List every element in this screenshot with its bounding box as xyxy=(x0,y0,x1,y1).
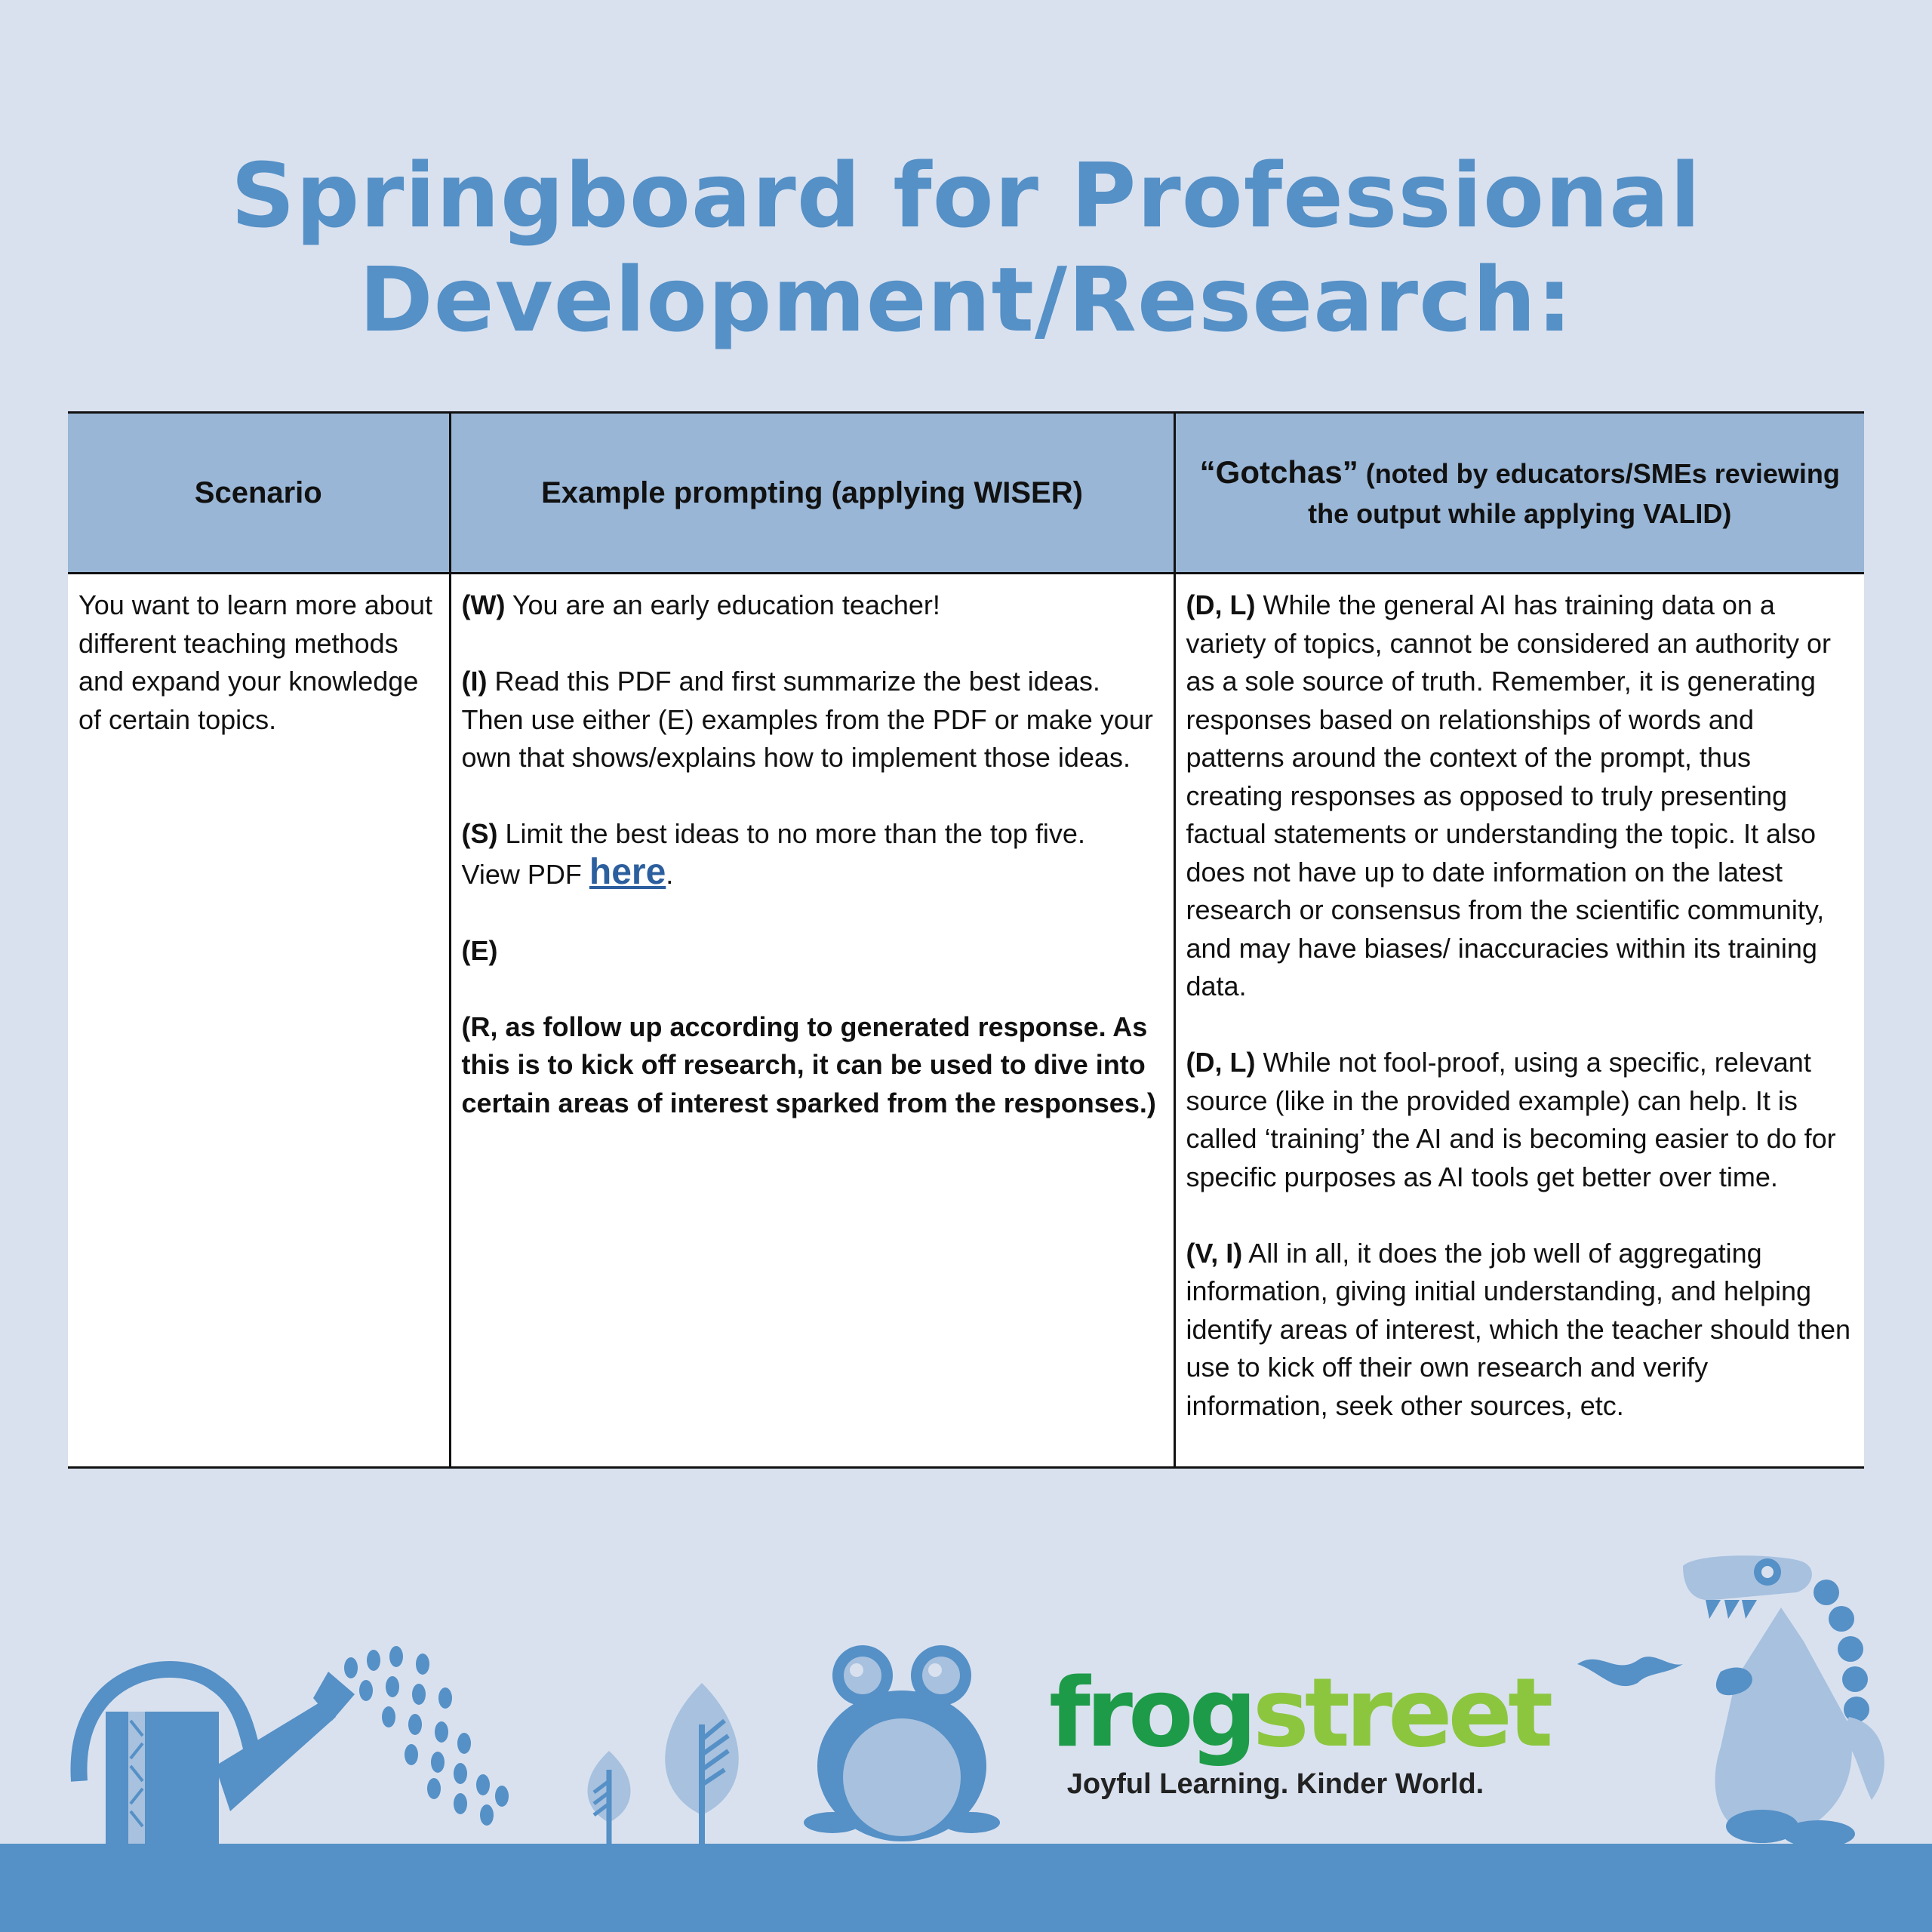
gotcha-item xyxy=(1186,1044,1856,1196)
gotcha-item xyxy=(1186,586,1856,1006)
prompt-e-tag: (E) xyxy=(461,934,498,966)
header-prompting: Example prompting (applying WISER) xyxy=(450,413,1174,574)
view-pdf-period: . xyxy=(666,858,674,890)
pdf-link[interactable]: here xyxy=(589,851,666,892)
header-gotchas-note: (noted by educators/SMEs reviewing the output while applying VALID) xyxy=(1308,457,1840,529)
header-scenario: Scenario xyxy=(68,413,450,574)
gotcha-item xyxy=(1186,1235,1856,1426)
prompt-e xyxy=(462,932,1164,971)
prompt-s-tag: (S) xyxy=(461,818,498,849)
logo-tagline: Joyful Learning. Kinder World. xyxy=(1066,1768,1484,1800)
scenario-text: You want to learn more about different teaching methods and expand your knowledge of certain topics. xyxy=(78,589,432,735)
logo-word-part-1: fr xyxy=(1049,1657,1128,1768)
table-row xyxy=(68,574,1864,1468)
page-title-line-2: Development/Research: xyxy=(358,248,1574,352)
view-pdf-label: View PDF xyxy=(461,858,589,890)
prompt-w xyxy=(462,586,1164,625)
prompt-r xyxy=(462,1008,1164,1123)
frog-icon xyxy=(804,1634,1000,1845)
leaf-tree-icon xyxy=(577,1679,758,1845)
gotcha-text: All in all, it does the job well of aggregating information, giving initial understanding, and helping identify areas of interest, which the teacher should then use to kick off their own research and verify information, seek other sources, etc. xyxy=(1186,1237,1851,1421)
frogstreet-logo xyxy=(1049,1657,1549,1801)
prompt-i-tag: (I) xyxy=(461,666,488,697)
logo-word-part-3: street xyxy=(1252,1657,1549,1768)
gotcha-tag: (D, L) xyxy=(1186,1047,1256,1078)
gotcha-text: While not fool-proof, using a specific, relevant source (like in the provided example) can help. It is called ‘training’ the AI and is becoming easier to do for specific purposes as AI tools get better over time. xyxy=(1186,1047,1836,1192)
prompt-i xyxy=(462,663,1164,777)
prompt-r-text: (R, as follow up according to generated response. As this is to kick off research, it can be used to dive into certain areas of interest sparked from the responses.) xyxy=(461,1011,1156,1118)
prompting-cell xyxy=(450,574,1174,1468)
header-gotchas-title: “Gotchas” xyxy=(1199,454,1358,490)
header-gotchas xyxy=(1174,413,1864,574)
gotchas-cell xyxy=(1174,574,1864,1468)
footer-band xyxy=(0,1844,1932,1932)
gotcha-tag: (V, I) xyxy=(1186,1237,1243,1269)
table-header-row xyxy=(68,413,1864,574)
prompt-i-text: Read this PDF and first summarize the best ideas. Then use either (E) examples from the PDF or make your own that shows/explains how to implement those ideas. xyxy=(461,666,1153,773)
watering-can-icon xyxy=(64,1623,532,1849)
dinosaur-icon xyxy=(1570,1543,1902,1845)
gotcha-text: While the general AI has training data on a variety of topics, cannot be considered an authority or as a sole source of truth. Remember, it is generating responses based on relationships of words and patterns around the context of the prompt, thus creating responses as opposed to truly presenting factual statements or understanding the topic. It also does not have up to date information on the latest research or consensus from the scientific community, and may have biases/ inaccuracies within its training data. xyxy=(1186,589,1831,1001)
page-title xyxy=(0,143,1932,352)
prompt-w-text: You are an early education teacher! xyxy=(505,589,940,620)
page-title-line-1: Springboard for Professional xyxy=(230,143,1702,248)
prompt-s-text: Limit the best ideas to no more than the top five. xyxy=(497,818,1085,849)
prompt-w-tag: (W) xyxy=(461,589,506,620)
logo-word-part-2: og xyxy=(1128,1657,1253,1768)
prompt-s xyxy=(462,815,1164,894)
springboard-table xyxy=(68,411,1864,1469)
logo-wordmark xyxy=(1049,1657,1549,1768)
scenario-cell xyxy=(68,574,450,1468)
gotcha-tag: (D, L) xyxy=(1186,589,1256,620)
